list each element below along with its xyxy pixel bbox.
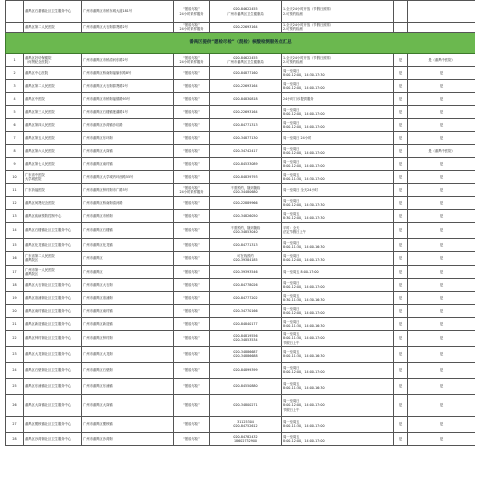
site-name: 番禺区新造镇社区卫生服务中心 xyxy=(24,317,82,330)
remarks: 是 xyxy=(408,251,476,265)
contact-phone: 020-34877130 xyxy=(210,131,282,144)
table-row xyxy=(6,144,476,157)
remarks: 是 xyxy=(408,394,476,416)
site-address: 广州市番禺区大学城内环西路55号 xyxy=(82,170,174,183)
row-number: 7 xyxy=(6,131,24,144)
service-hours: 周一至周日 8:00-12:00，14:00-17:00 xyxy=(282,105,394,118)
table-row xyxy=(6,157,476,170)
site-address: 广州市番禺区洛浦街 xyxy=(82,291,174,304)
row-number: 4 xyxy=(6,92,24,105)
service-hours: 周一至周日 8:00-12:00，14:00-17:30 xyxy=(282,251,394,265)
contact-phone: 020-84877160 xyxy=(210,66,282,79)
table-row xyxy=(6,92,476,105)
service-type: “愿检尽检” 24小时采样服务 xyxy=(174,53,210,66)
service-type: “愿检尽检” xyxy=(174,304,210,317)
service-type: “愿检尽检” xyxy=(174,432,210,445)
site-address: 广州市番禺区市桥东城大道181号 xyxy=(82,1,174,23)
service-type: “愿检尽检” xyxy=(174,66,210,79)
service-type: “愿检尽检” xyxy=(174,170,210,183)
table-row xyxy=(6,66,476,79)
service-hours: 周一至周五 8:30-12:00，14:00-17:30 xyxy=(282,209,394,222)
site-name: 番禺区第七人民医院 xyxy=(24,157,82,170)
site-name: 番禺区石壁街社区卫生服务中心 xyxy=(24,362,82,378)
service-type: “愿检尽检” xyxy=(174,291,210,304)
contact-phone: 020-84622455 广州市番禺区卫生健康局 xyxy=(210,1,282,23)
service-type: “愿检尽检” xyxy=(174,416,210,432)
row-number: 5 xyxy=(6,105,24,118)
row-number: 10 xyxy=(6,170,24,183)
contact-phone: 020-84777202 xyxy=(210,291,282,304)
remarks: 是 xyxy=(408,209,476,222)
contact-phone: 020-22889966 xyxy=(210,196,282,209)
site-name: 广东省中医院 大学城医院 xyxy=(24,170,82,183)
contact-phone: 020-84819556 020-34853534 xyxy=(210,330,282,346)
open-flag: 是 xyxy=(394,265,408,278)
service-hours: 周一至周日 8:00-12:00，14:30-17:30 xyxy=(282,66,394,79)
table-row xyxy=(6,346,476,362)
site-name: 番禺区第六人民医院 xyxy=(24,144,82,157)
contact-phone: 020-34742417 xyxy=(210,144,282,157)
open-flag: 是 xyxy=(394,92,408,105)
site-name: 番禺区妇幼保健院 （何贤纪念医院） xyxy=(24,53,82,66)
contact-phone: 020-84782432 18602732900 xyxy=(210,432,282,445)
service-hours: 周一至周日 8:00-11:30，14:00-16:30 xyxy=(282,317,394,330)
row-number: 25 xyxy=(6,378,24,394)
contact-phone: 可在线预约 020-39384185 xyxy=(210,251,282,265)
site-name: 番禺区第五人民医院 xyxy=(24,131,82,144)
site-name: 番禺区钟村街社区卫生服务中心 xyxy=(24,330,82,346)
table-row xyxy=(6,416,476,432)
site-name: 番禺区化龙镇社区卫生服务中心 xyxy=(24,238,82,251)
remarks: 是 xyxy=(408,378,476,394)
open-flag: 是 xyxy=(394,317,408,330)
service-hours: 周一至周日 全天24小时 xyxy=(282,183,394,196)
service-hours: 周一至周五 8:30-11:30，14:30-16:30 xyxy=(282,291,394,304)
service-type: “愿检尽检” 24小时采样服务 xyxy=(174,1,210,23)
site-name: 番禺区南村镇社区卫生服务中心 xyxy=(24,304,82,317)
service-hours: 周一至周日 8:00-12:00，14:00-17:00 xyxy=(282,79,394,92)
row-number: 12 xyxy=(6,196,24,209)
site-address: 广州市番禺区大石街群贤路2号 xyxy=(82,79,174,92)
site-address: 广州市番禺区大石街 xyxy=(82,278,174,291)
open-flag: 是 xyxy=(394,378,408,394)
remarks: 是 xyxy=(408,278,476,291)
site-name: 番禺区沙湾街社区卫生服务中心 xyxy=(24,432,82,445)
row-number: 21 xyxy=(6,317,24,330)
remarks: 是 xyxy=(408,330,476,346)
service-hours: 周一至周日 8:00-12:00，14:00-17:00 xyxy=(282,144,394,157)
remarks: 是（番禺中医院） xyxy=(408,53,476,66)
row-number: 16 xyxy=(6,251,24,265)
site-address: 广州市番禺区东环街 xyxy=(82,131,174,144)
service-hours: 周一至周日 8:00-12:00，14:30-17:30 xyxy=(282,196,394,209)
table-row xyxy=(6,170,476,183)
service-hours: 周一至周日 24小时 xyxy=(282,131,394,144)
row-number: 22 xyxy=(6,330,24,346)
service-hours: 周一至周日 8:00-12:00，14:00-17:00 xyxy=(282,118,394,131)
site-name: 广州市第一人民医院 番禺院区 xyxy=(24,265,82,278)
remarks: 是 xyxy=(408,222,476,238)
site-name: 番禺区中医院 xyxy=(24,92,82,105)
contact-phone: 020-84771313 xyxy=(210,118,282,131)
table-row xyxy=(6,251,476,265)
remarks: 是 xyxy=(408,183,476,196)
open-flag: 是 xyxy=(394,183,408,196)
table-row xyxy=(6,79,476,92)
site-name: 番禺区第二人民医院 xyxy=(24,79,82,92)
service-type: “愿检尽检” xyxy=(174,238,210,251)
remarks: 是 xyxy=(408,105,476,118)
site-address: 广州市番禺区南村镇 xyxy=(82,157,174,170)
service-hours: 1.全天24小时开放（节假日照常） 2.可预约检测 xyxy=(282,23,394,33)
service-type: “愿检尽检” xyxy=(174,157,210,170)
remarks: 是 xyxy=(408,362,476,378)
site-address: 广州市番禺区沙湾镇沙坑路 xyxy=(82,118,174,131)
contact-phone: 020-84771313 xyxy=(210,238,282,251)
service-hours: 24小时门诊提供服务 xyxy=(282,92,394,105)
site-address: 广州市番禺区南村镇 xyxy=(82,304,174,317)
row-number xyxy=(6,1,24,23)
row-number: 2 xyxy=(6,66,24,79)
contact-phone: 020-84533089 xyxy=(210,157,282,170)
remarks: 是 xyxy=(408,265,476,278)
service-type: “愿检尽检” xyxy=(174,92,210,105)
table-row xyxy=(6,432,476,445)
open-flag: 是 xyxy=(394,209,408,222)
contact-phone: 020-84550880 xyxy=(210,378,282,394)
open-flag: 是 xyxy=(394,131,408,144)
service-type: “愿检尽检” xyxy=(174,118,210,131)
site-address: 广州市番禺区新造镇 xyxy=(82,317,174,330)
table-row xyxy=(6,265,476,278)
site-name: 番禺区中心医院 xyxy=(24,66,82,79)
table-row xyxy=(6,183,476,196)
section-banner xyxy=(6,32,476,53)
remarks xyxy=(408,23,476,33)
service-type: “愿检尽检” xyxy=(174,378,210,394)
table-row xyxy=(6,222,476,238)
row-number: 11 xyxy=(6,183,24,196)
service-type: “愿检尽检” 24小时采样服务 xyxy=(174,183,210,196)
site-address: 广州市番禺区大岗镇 xyxy=(82,144,174,157)
row-number: 14 xyxy=(6,222,24,238)
table-row xyxy=(6,131,476,144)
open-flag: 是 xyxy=(394,346,408,362)
service-hours: 周一至周日 8:00-11:30，14:00-16:30 xyxy=(282,238,394,251)
table-body xyxy=(6,1,476,446)
open-flag xyxy=(394,1,408,23)
row-number: 27 xyxy=(6,416,24,432)
open-flag: 是 xyxy=(394,432,408,445)
site-address: 广州市番禺区沙湾街 xyxy=(82,432,174,445)
table-row xyxy=(6,53,476,66)
remarks: 是 xyxy=(408,118,476,131)
open-flag: 是 xyxy=(394,157,408,170)
service-hours: 周一至周日 8:00-12:00，14:00-17:00 xyxy=(282,278,394,291)
site-address: 广州市番禺区市桥街 xyxy=(82,209,174,222)
row-number: 18 xyxy=(6,278,24,291)
remarks: 是 xyxy=(408,291,476,304)
remarks: 是 xyxy=(408,92,476,105)
row-number: 19 xyxy=(6,291,24,304)
service-type: “愿检尽检” xyxy=(174,394,210,416)
site-name: 番禺区第二人民医院 xyxy=(24,23,82,33)
contact-phone: 31125304 020-84752612 xyxy=(210,416,282,432)
service-hours: 1.全天24小时开放（节假日照常） 2.可预约检测 xyxy=(282,1,394,23)
site-name: 番禺区洛浦街社区卫生服务中心 xyxy=(24,291,82,304)
site-address: 广州市番禺区钟村街 xyxy=(82,330,174,346)
row-number xyxy=(6,23,24,33)
site-address: 广州市番禺区石楼镇莲湖路1号 xyxy=(82,105,174,118)
open-flag: 是 xyxy=(394,304,408,317)
contact-phone: 020-84830818 xyxy=(210,92,282,105)
remarks: 是 xyxy=(408,170,476,183)
table-row xyxy=(6,196,476,209)
contact-phone: 020-34886687 020-34886688 xyxy=(210,346,282,362)
table-row xyxy=(6,378,476,394)
open-flag: 是 xyxy=(394,170,408,183)
testing-sites-table xyxy=(5,0,475,446)
site-address: 广州市番禺区石楼镇 xyxy=(82,222,174,238)
service-hours: 平时：全天 法定节假日上午 xyxy=(282,222,394,238)
service-type: “愿检尽检” xyxy=(174,251,210,265)
open-flag xyxy=(394,23,408,33)
contact-phone: 不需预约，随到随检 020-34853040 xyxy=(210,222,282,238)
service-type: “愿检尽检” xyxy=(174,131,210,144)
table-row xyxy=(6,317,476,330)
remarks: 是 xyxy=(408,304,476,317)
site-name: 番禺区石楼镇社区卫生服务中心 xyxy=(24,222,82,238)
table-row xyxy=(6,209,476,222)
row-number: 1 xyxy=(6,53,24,66)
service-type: “愿检尽检” xyxy=(174,144,210,157)
row-number: 6 xyxy=(6,118,24,131)
table-row xyxy=(6,1,476,23)
contact-phone: 020-84840177 xyxy=(210,317,282,330)
open-flag: 是 xyxy=(394,118,408,131)
contact-phone: 020-84839793 xyxy=(210,170,282,183)
contact-phone: 不需预约，随到随检 020-34480680 xyxy=(210,183,282,196)
contact-phone: 020-22693164 xyxy=(210,105,282,118)
site-name: 番禺区何贤纪念医院 xyxy=(24,196,82,209)
service-hours: 周一至周日 8:00-12:00，14:00-17:00 xyxy=(282,362,394,378)
service-type: “愿检尽检” xyxy=(174,209,210,222)
table-row xyxy=(6,278,476,291)
site-address: 广州市番禺区大石街群贤路2号 xyxy=(82,23,174,33)
contact-phone: 020-34770166 xyxy=(210,304,282,317)
service-hours: 周一至周五 8:00-11:30，14:00-16:30 xyxy=(282,378,394,394)
contact-phone: 020-84622455 广州市番禺区卫生健康局 xyxy=(210,53,282,66)
site-address: 广州市番禺区桥南街清河路 xyxy=(82,196,174,209)
service-hours: 周一至周日 8:00-12:00，14:00-17:00 xyxy=(282,157,394,170)
document-sheet xyxy=(5,0,475,480)
open-flag: 是 xyxy=(394,394,408,416)
service-hours: 周一至周五 8:00-11:30，14:00-17:00 节假日上午 xyxy=(282,330,394,346)
service-type: “愿检尽检” xyxy=(174,105,210,118)
table-row xyxy=(6,394,476,416)
table-row xyxy=(6,362,476,378)
remarks: 是 xyxy=(408,79,476,92)
service-hours: 1.全天24小时开放（节假日照常） 2.可预约检测 xyxy=(282,53,394,66)
table-row xyxy=(6,291,476,304)
row-number: 3 xyxy=(6,79,24,92)
service-type: “愿检尽检” xyxy=(174,222,210,238)
service-type: “愿检尽检” xyxy=(174,330,210,346)
open-flag: 是 xyxy=(394,144,408,157)
site-address: 广州市番禺区化龙镇 xyxy=(82,238,174,251)
contact-phone: 020-39393546 xyxy=(210,265,282,278)
site-address: 广州市番禺区 xyxy=(82,265,174,278)
contact-phone: 020-34826050 xyxy=(210,209,282,222)
open-flag: 是 xyxy=(394,238,408,251)
open-flag: 是 xyxy=(394,222,408,238)
site-name: 番禺区第四人民医院 xyxy=(24,118,82,131)
row-number: 28 xyxy=(6,432,24,445)
remarks: 是 xyxy=(408,157,476,170)
contact-phone: 020-22693164 xyxy=(210,79,282,92)
service-type: “愿检尽检” xyxy=(174,265,210,278)
site-address: 广州市番禺区市桥清河东路2号 xyxy=(82,53,174,66)
service-type: “愿检尽检” xyxy=(174,317,210,330)
service-hours: 周一至周五 8:00-11:30，14:30-17:00 xyxy=(282,170,394,183)
remarks: 是 xyxy=(408,66,476,79)
table-row xyxy=(6,105,476,118)
site-name: 番禺区大石街社区卫生服务中心 xyxy=(24,278,82,291)
site-address: 广州市番禺区钟村街市广路3号 xyxy=(82,183,174,196)
remarks: 是（番禺中医院） xyxy=(408,144,476,157)
site-name: 广东祈福医院 xyxy=(24,183,82,196)
service-hours: 周一至周五 8:00-17:00 xyxy=(282,265,394,278)
site-address: 广州市番禺区榄核镇 xyxy=(82,416,174,432)
row-number: 20 xyxy=(6,304,24,317)
service-hours: 周一至周日 8:00-12:00，14:00-17:00 xyxy=(282,304,394,317)
row-number: 26 xyxy=(6,394,24,416)
site-address: 广州市番禺区石壁街 xyxy=(82,362,174,378)
site-name: 番禺区大龙街社区卫生服务中心 xyxy=(24,346,82,362)
contact-phone: 020-84778026 xyxy=(210,278,282,291)
remarks xyxy=(408,1,476,23)
open-flag: 是 xyxy=(394,291,408,304)
remarks: 是 xyxy=(408,346,476,362)
open-flag: 是 xyxy=(394,66,408,79)
site-address: 广州市番禺区市桥街福德路93号 xyxy=(82,92,174,105)
site-name: 番禺区榄核镇社区卫生服务中心 xyxy=(24,416,82,432)
table-row xyxy=(6,238,476,251)
service-type: “愿检尽检” xyxy=(174,79,210,92)
service-hours: 周一至周五 8:00-11:30，14:00-16:30 xyxy=(282,346,394,362)
row-number: 13 xyxy=(6,209,24,222)
site-name: 番禺区大岗镇社区卫生服务中心 xyxy=(24,394,82,416)
site-address: 广州市番禺区东涌镇 xyxy=(82,378,174,394)
site-name: 番禺区石碁镇社区卫生服务中心 xyxy=(24,1,82,23)
remarks: 是 xyxy=(408,317,476,330)
service-type: “愿检尽检” xyxy=(174,196,210,209)
open-flag: 是 xyxy=(394,251,408,265)
open-flag: 是 xyxy=(394,362,408,378)
open-flag: 是 xyxy=(394,196,408,209)
service-hours: 周一至周五 8:00-11:30，14:00-17:00 xyxy=(282,416,394,432)
remarks: 是 xyxy=(408,416,476,432)
row-number: 15 xyxy=(6,238,24,251)
site-address: 广州市番禺区 xyxy=(82,251,174,265)
row-number: 23 xyxy=(6,346,24,362)
table-row xyxy=(6,330,476,346)
row-number: 24 xyxy=(6,362,24,378)
contact-phone: 020-84899399 xyxy=(210,362,282,378)
remarks: 是 xyxy=(408,131,476,144)
row-number: 8 xyxy=(6,144,24,157)
row-number: 17 xyxy=(6,265,24,278)
open-flag: 是 xyxy=(394,330,408,346)
remarks: 是 xyxy=(408,432,476,445)
service-hours: 周一至周五 8:00-12:00，14:00-17:00 xyxy=(282,432,394,445)
site-name: 广东省第二人民医院 番禺院区 xyxy=(24,251,82,265)
open-flag: 是 xyxy=(394,278,408,291)
open-flag: 是 xyxy=(394,416,408,432)
open-flag: 是 xyxy=(394,105,408,118)
table-row xyxy=(6,23,476,33)
row-number: 9 xyxy=(6,157,24,170)
service-type: “愿检尽检” xyxy=(174,362,210,378)
section-banner-title: 番禺区提供“愿检尽检”（混检）核酸检测服务点汇总 xyxy=(6,32,476,53)
site-address: 广州市番禺区桥南街福愉东路8号 xyxy=(82,66,174,79)
remarks: 是 xyxy=(408,196,476,209)
open-flag: 是 xyxy=(394,53,408,66)
service-type: “愿检尽检” xyxy=(174,278,210,291)
site-name: 番禺区东涌镇社区卫生服务中心 xyxy=(24,378,82,394)
contact-phone: 020-22693164 xyxy=(210,23,282,33)
service-type: “愿检尽检” xyxy=(174,346,210,362)
site-address: 广州市番禺区大龙街 xyxy=(82,346,174,362)
site-name: 番禺区疾病预防控制中心 xyxy=(24,209,82,222)
table-row xyxy=(6,304,476,317)
open-flag: 是 xyxy=(394,79,408,92)
service-type: “愿检尽检” 24小时采样服务 xyxy=(174,23,210,33)
contact-phone: 020-34800271 xyxy=(210,394,282,416)
site-address: 广州市番禺区大岗镇 xyxy=(82,394,174,416)
table-row xyxy=(6,118,476,131)
remarks: 是 xyxy=(408,238,476,251)
service-hours: 周一至周日 8:00-12:00，14:00-17:00 节假日上午 xyxy=(282,394,394,416)
site-name: 番禺区第三人民医院 xyxy=(24,105,82,118)
